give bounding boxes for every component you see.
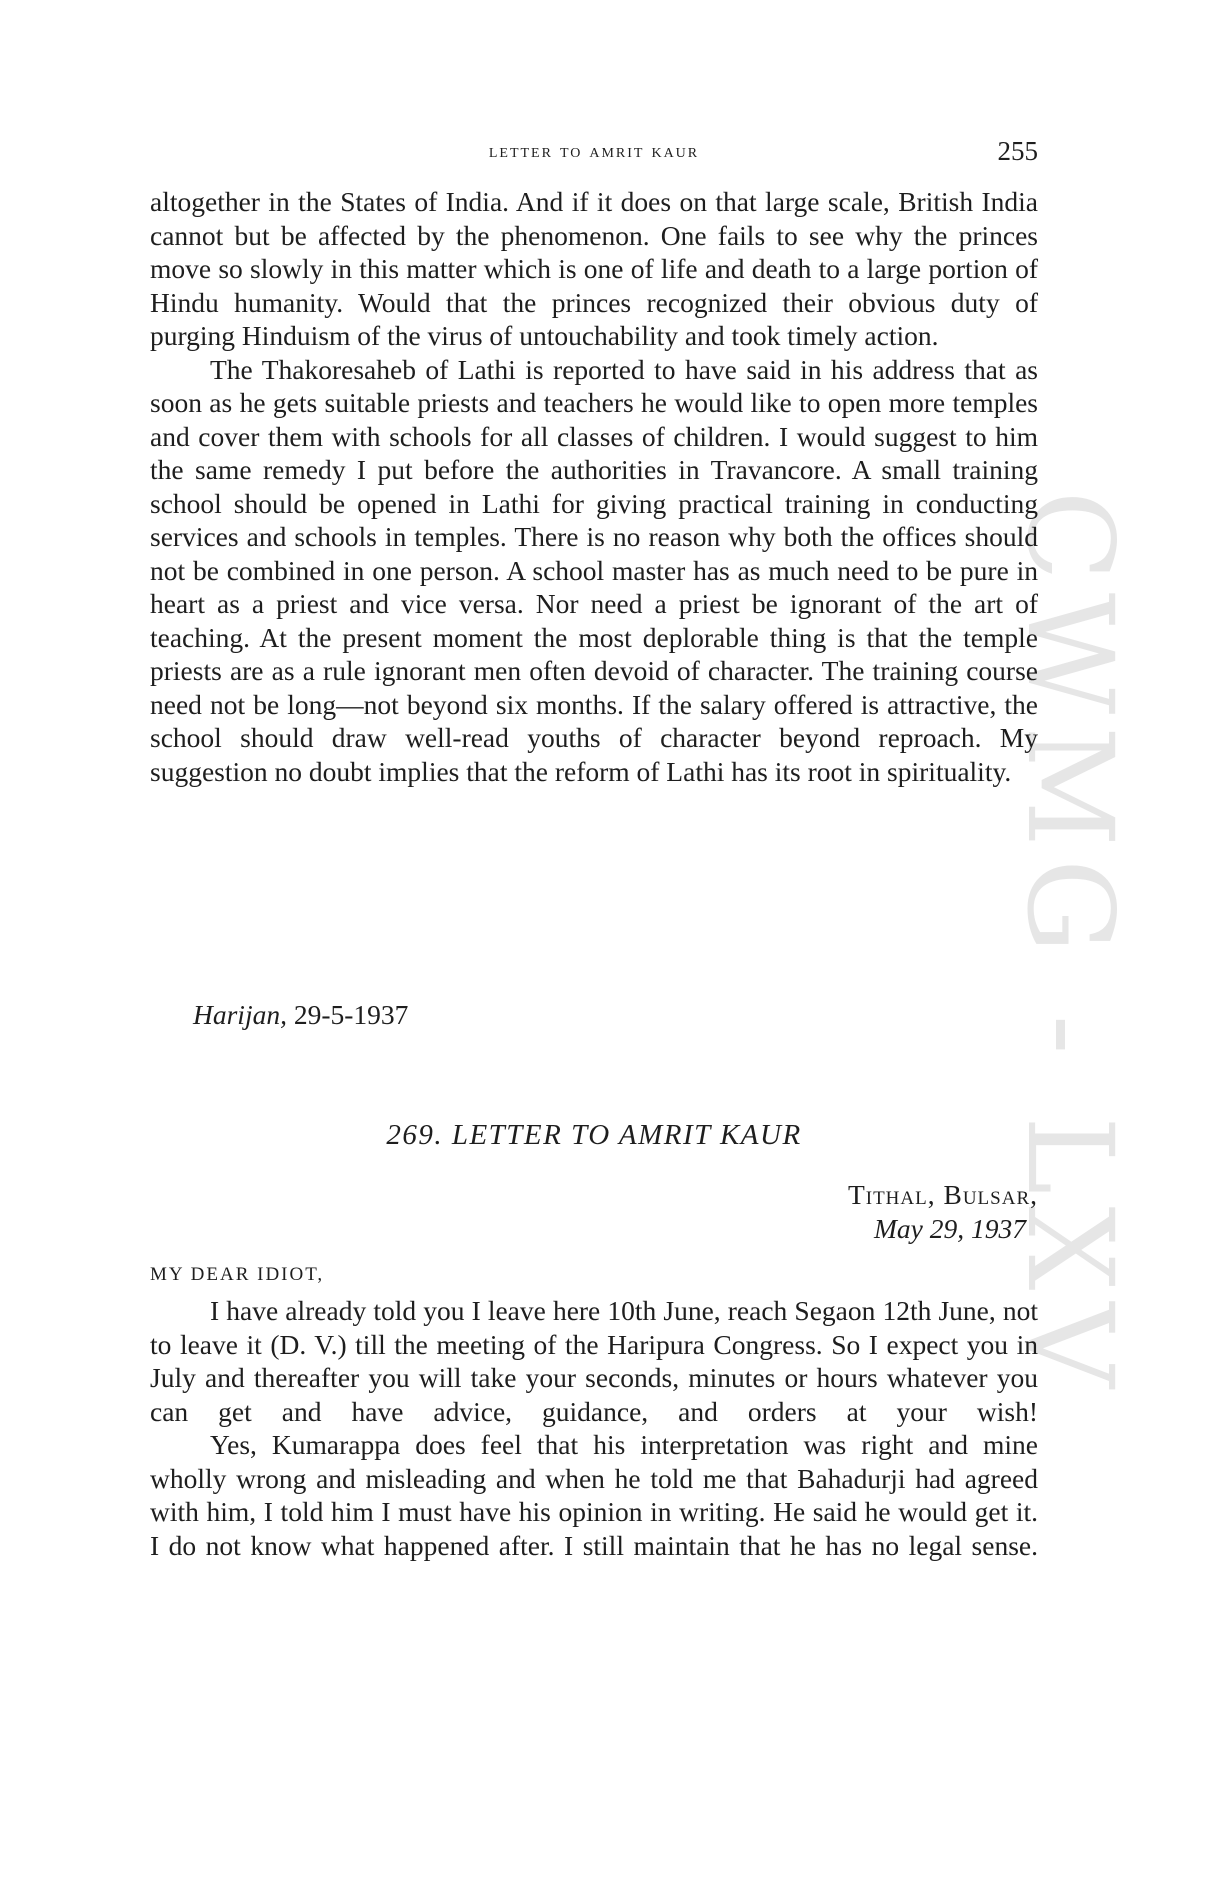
source-citation — [193, 998, 408, 1032]
source-date: 29-5-1937 — [293, 999, 409, 1030]
letter-date: May 29, 1937 — [874, 1213, 1026, 1244]
letter-place: Tithal, Bulsar, — [847, 1179, 1038, 1210]
source-name: Harijan, — [193, 999, 287, 1030]
paragraph: The Thakoresaheb of Lathi is reported to have said in his address that as soon as he gets suitable priests and teachers he would like to open more temples and cover them with schools for all classes of children. I would suggest to him the same remedy I put before the authorities in Travancore. A small training school should be opened in Lathi for giving practical training in conducting services and schools in temples. There is no reason why both the offices should not be combined in one person. A school master has as much need to be pure in heart as a priest and vice versa. Nor need a priest be ignorant of the art of teaching. At the present moment the most deplorable thing is that the temple priests are as a rule ignorant men often devoid of character. The training course need not be long—not beyond six months. If the salary offered is attractive, the school should draw well-read youths of character beyond reproach. My suggestion no doubt implies that the reform of Lathi has its root in spirituality. — [150, 353, 1038, 787]
body-top — [150, 185, 1038, 788]
paragraph: altogether in the States of India. And if it does on that large scale, British India cannot but be affected by the phenomenon. One fails to see why the princes move so slowly in this matter which is one of life and death to a large portion of Hindu humanity. Would that the princes recognized their obvious duty of purging Hinduism of the virus of untouchability and took timely action. — [150, 186, 1038, 351]
letter-body — [150, 1294, 1038, 1562]
watermark-text: CWMG - LXV — [1001, 490, 1139, 1400]
running-head — [150, 134, 1038, 168]
page-number: 255 — [997, 136, 1038, 166]
section-heading: 269. LETTER TO AMRIT KAUR — [386, 1119, 802, 1151]
running-title: letter to amrit kaur — [488, 140, 700, 162]
paragraph: I have already told you I leave here 10th June, reach Segaon 12th June, not to leave it (D. V.) till the meeting of the Haripura Congress. So I expect you in July and thereafter you will take your seconds, minutes or hours whatever you can get and have advice, guidance, and orders at your wish! — [150, 1295, 1038, 1427]
paragraph: Yes, Kumarappa does feel that his interpretation was right and mine wholly wrong and misleading and when he told me that Bahadurji had agreed with him, I told him I must have his opinion in writing. He said he would get it. I do not know what happened after. I still maintain that he has no legal sense. — [150, 1429, 1038, 1561]
salutation: MY DEAR IDIOT, — [150, 1264, 325, 1285]
